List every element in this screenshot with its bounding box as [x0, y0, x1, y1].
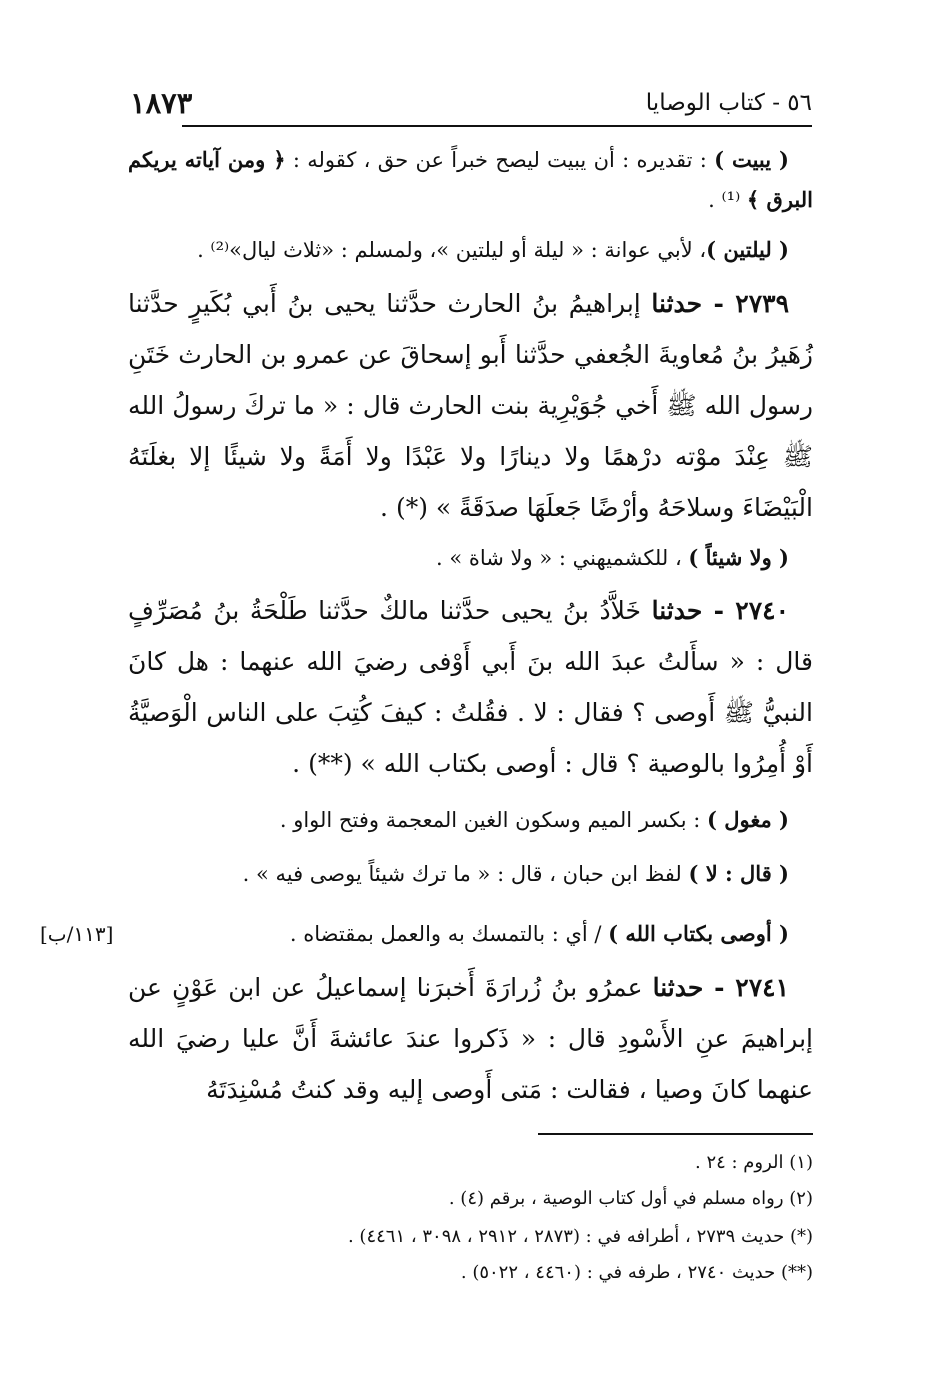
header-rule [182, 125, 812, 127]
hadith-text: عمرُو بنُ زُرارَةَ أَخبرَنا إسماعيلُ عن ابن عَوْنٍ عن إبراهيمَ عنِ الأَسْودِ قال : « ذَكروا عندَ عائشةَ أَنَّ عليا رضيَ الله عنهما كانَ وصيا ، فقالت : مَتى أَوصى إليه وقد كنتُ مُسْنِدَتَهُ [128, 973, 813, 1104]
chapter-title: ٥٦ - كتاب الوصايا [645, 90, 812, 116]
hadith-2740 [128, 585, 813, 789]
hadith-lead: - حدثنا [652, 973, 736, 1002]
hadith-text: إبراهيمُ بنُ الحارث حدَّثنا يحيى بنُ أَبي بُكَيرٍ حدَّثنا زُهَيرُ بنُ مُعاويةَ الجُعفي حدَّثنا أَبو إسحاقَ عن عمرو بن الحارث خَتَنِ رسول الله ﷺ أَخي جُوَيْرِية بنت الحارث قال : « ما تركَ رسولُ الله ﷺ عِنْدَ موْته درْهمًا ولا دينارًا ولا عَبْدًا ولا أَمَةً ولا شيئًا إلا بغلَتَهُ الْبَيْضَاءَ وسلاحَهُ وأرْضًا جَعلَهَا صدَقَةً » (*) . [128, 289, 813, 522]
note-term: ( ليلتين ) [706, 237, 789, 262]
page-number: ١٨٧٣ [130, 86, 193, 120]
note-text: ، لأبي عوانة : « ليلة أو ليلتين »، ولمسلم : «ثلاث ليال»⁽²⁾ . [197, 238, 707, 262]
note-text: : تقديره : أن يبيت ليصح خبراً عن حق ، كقوله : [285, 148, 715, 172]
hadith-number: ٢٧٤٠ [735, 596, 790, 625]
hadith-lead: - حدثنا [651, 289, 736, 318]
note-awsa [128, 914, 813, 954]
hadith-number: ٢٧٣٩ [735, 289, 789, 318]
note-term: ( يبيت ) [714, 147, 789, 172]
note-text: لفظ ابن حبان ، قال : « ما ترك شيئاً يوصى فيه » . [242, 862, 689, 886]
hadith-text: خَلاَّدُ بنُ يحيى حدَّثنا مالكٌ حدَّثنا طَلْحَةُ بنُ مُصَرِّفٍ قال : « سأَلتُ عبدَ الله بنَ أَبي أَوْفى رضيَ الله عنهما : هل كانَ النبيُّ ﷺ أَوصى ؟ فقال : لا . فقُلتُ : كيفَ كُتِبَ على الناس الْوَصيَّةُ أَوْ أُمِرُوا بالوصية ؟ قال : أوصى بكتاب الله » (**) . [128, 596, 813, 778]
quran-quote: ﴿ ومن آياته يريكم البرق ﴾ [128, 147, 813, 212]
note-yabit [128, 140, 813, 220]
note-text: ، للكشميهني : « ولا شاة » . [435, 546, 689, 570]
note-text: : بكسر الميم وسكون الغين المعجمة وفتح الواو . [279, 808, 708, 832]
note-text: / أي : بالتمسك به والعمل بمقتضاه . [289, 922, 609, 946]
footnote-star: (*) حديث ٢٧٣٩ ، أطرافه في : (٢٨٧٣ ، ٢٩١٢ ، ٣٠٩٨ ، ٤٤٦١) . [347, 1226, 813, 1247]
page-header [130, 86, 812, 126]
footnote-1: (١) الروم : ٢٤ . [694, 1152, 813, 1173]
hadith-number: ٢٧٤١ [735, 973, 790, 1002]
hadith-2741 [128, 962, 813, 1115]
note-term: ( مغول ) [707, 807, 789, 832]
note-mighwal [128, 800, 813, 840]
manuscript-folio-ref: [١١٣/ب] [40, 922, 114, 946]
hadith-lead: - حدثنا [651, 596, 736, 625]
note-term: ( أوصى بكتاب الله ) [608, 921, 789, 946]
note-term: ( ولا شيئاً ) [688, 545, 789, 570]
footnote-double-star: (**) حديث ٢٧٤٠ ، طرفه في : (٤٤٦٠ ، ٥٠٢٢) . [460, 1262, 813, 1283]
note-tail: ⁽¹⁾ . [708, 188, 747, 212]
note-term: ( قال : لا ) [688, 861, 789, 886]
note-qala-la [128, 854, 813, 894]
footnote-2: (٢) رواه مسلم في أول كتاب الوصية ، برقم (٤) . [448, 1188, 813, 1209]
note-wala-shayan [128, 538, 813, 578]
note-laylatayn [128, 230, 813, 270]
footnote-rule [538, 1133, 813, 1135]
hadith-2739 [128, 278, 813, 533]
